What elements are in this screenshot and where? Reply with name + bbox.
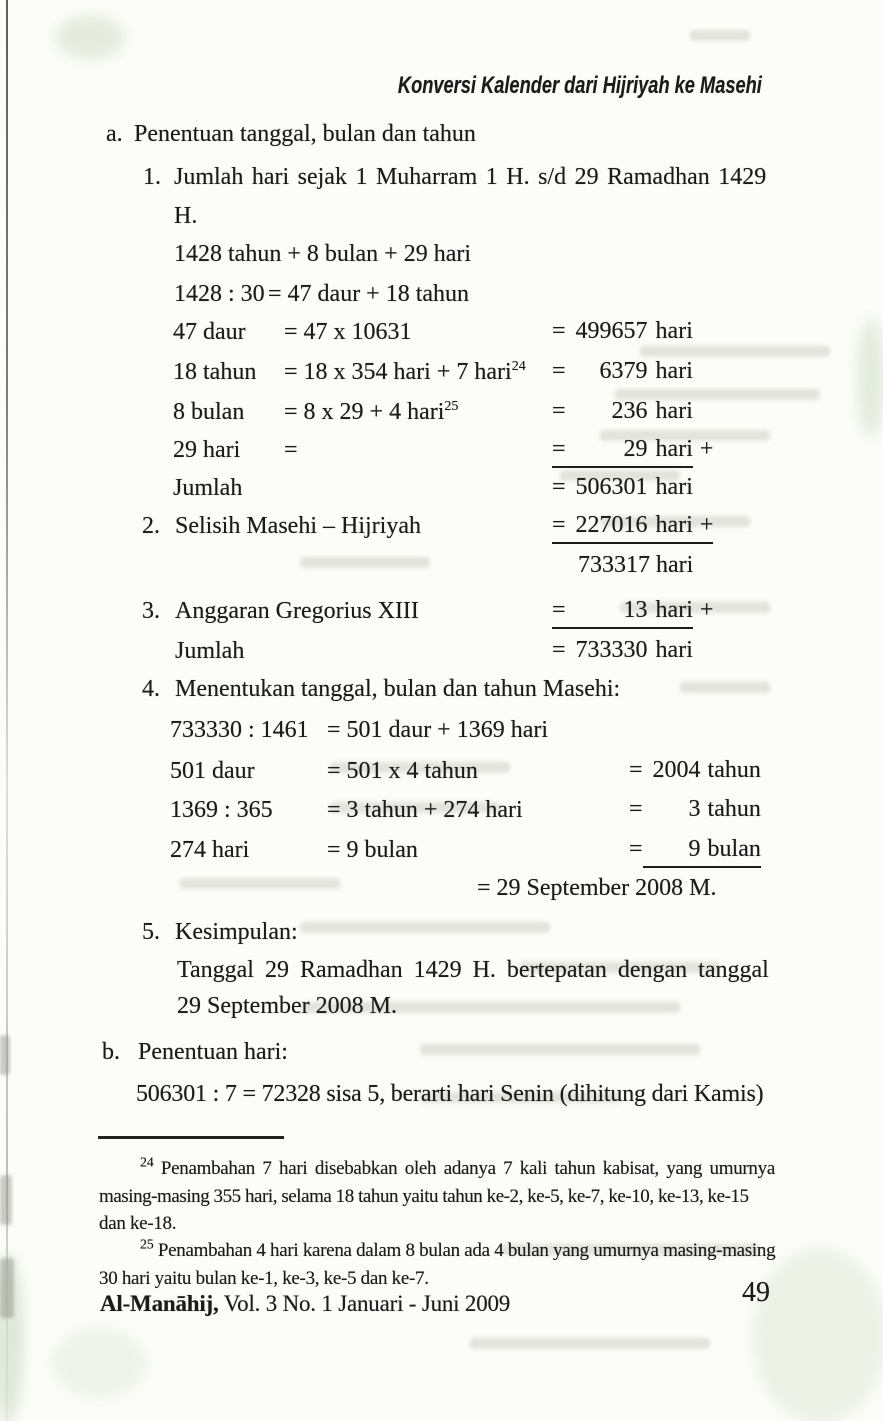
- expr-text: = 8 x 29 + 4 hari: [284, 399, 445, 425]
- calc2-row-value: [629, 796, 761, 823]
- footnote-text: Penambahan 4 hari karena dalam 8 bulan ada 4 bulan yang umurnya masing-masing: [157, 1240, 776, 1261]
- equals-sign: =: [552, 318, 566, 344]
- footnote-ref-24: 24: [511, 359, 526, 374]
- calc2-row-label: 1369 : 365: [170, 797, 273, 823]
- footnote-24-line1: [140, 1155, 775, 1181]
- item3-label: Anggaran Gregorius XIII: [175, 598, 419, 624]
- footnote-text: Penambahan 7 hari disebabkan oleh adanya 7 kali tahun kabisat, yang umurnya: [160, 1158, 775, 1179]
- calc-row-expr: [284, 318, 412, 347]
- item1-line1: Jumlah hari sejak 1 Muharram 1 H. s/d 29 Ramadhan 1429: [174, 164, 767, 190]
- calc-row-expr: [284, 398, 458, 427]
- calc2-row-expr: = 3 tahun + 274 hari: [327, 797, 523, 823]
- item2-marker: 2.: [142, 513, 160, 539]
- equals-sign: =: [629, 796, 643, 822]
- footnote-25-number: 25: [140, 1237, 154, 1253]
- item1-sub1: 1428 tahun + 8 bulan + 29 hari: [174, 241, 472, 267]
- item1-sub2-expr: = 47 daur + 18 tahun: [268, 281, 470, 307]
- calc-row-value: [552, 398, 693, 425]
- calc2-row-value: [629, 757, 761, 784]
- expr-text: = 47 x 10631: [284, 319, 412, 345]
- value-unit: hari: [655, 436, 693, 462]
- equals-sign: =: [552, 512, 566, 538]
- scan-smudge: [0, 1035, 10, 1075]
- value-number: 2004: [652, 757, 701, 783]
- calc-row-value: [552, 358, 693, 385]
- section-b-body: 506301 : 7 = 72328 sisa 5, berarti hari Senin (dihitung dari Kamis): [136, 1081, 764, 1107]
- equals-sign: =: [552, 597, 566, 623]
- item1-line2: H.: [174, 203, 198, 229]
- footnote-separator: [98, 1136, 284, 1139]
- calc-row-expr: [284, 358, 526, 387]
- equals-sign: =: [629, 757, 643, 783]
- section-b-title: Penentuan hari:: [138, 1039, 288, 1065]
- item2-label: Selisih Masehi – Hijriyah: [175, 513, 421, 539]
- equals-sign: =: [552, 358, 566, 384]
- footnote-25-line1: [140, 1237, 776, 1263]
- item4-marker: 4.: [142, 676, 160, 702]
- calc-row-value: [552, 318, 693, 345]
- value-unit: hari: [655, 512, 693, 538]
- value-number: 6379: [599, 358, 648, 384]
- calc2-row-value-underlined: [629, 836, 761, 868]
- value-number: 29: [623, 436, 648, 462]
- section-a-title: Penentuan tanggal, bulan dan tahun: [134, 121, 476, 147]
- bleedthrough-mark: [420, 1044, 700, 1055]
- bleedthrough-mark: [470, 1338, 710, 1349]
- value-number: 236: [611, 398, 648, 424]
- scan-artifact-green: [752, 1248, 883, 1421]
- value-number: 13: [623, 597, 648, 623]
- underlined-sum: [552, 436, 693, 468]
- calc-row-label: 18 tahun: [173, 359, 257, 385]
- value-unit: hari: [655, 398, 693, 424]
- running-head: Konversi Kalender dari Hijriyah ke Masehi: [398, 72, 762, 99]
- underlined-sum: [552, 597, 693, 629]
- calc-row-label: Jumlah: [173, 475, 243, 501]
- jumlah2-label: Jumlah: [175, 638, 245, 664]
- item4-title: Menentukan tanggal, bulan dan tahun Masehi:: [175, 676, 621, 702]
- bleedthrough-mark: [640, 346, 830, 357]
- item1-sub2-label: 1428 : 30: [174, 281, 265, 307]
- item5-line2: 29 September 2008 M.: [177, 993, 397, 1019]
- value-unit: tahun: [707, 796, 761, 822]
- scan-smudge: [0, 1258, 14, 1318]
- value-unit: hari: [655, 358, 693, 384]
- footnote-ref-25: 25: [444, 399, 459, 414]
- item5-title: Kesimpulan:: [175, 919, 298, 945]
- plus-sign: +: [699, 512, 714, 538]
- value-number: 499657: [575, 318, 648, 344]
- value-number: 9: [688, 836, 701, 862]
- journal-issue: Vol. 3 No. 1 Januari - Juni 2009: [218, 1291, 511, 1316]
- calc-row-value: [552, 474, 693, 501]
- equals-sign: =: [552, 474, 566, 500]
- calc2-result: = 29 September 2008 M.: [477, 875, 717, 901]
- underlined-sum: [552, 512, 713, 544]
- scan-artifact-green: [52, 1328, 147, 1398]
- footnote-25-line2: 30 hari yaitu bulan ke-1, ke-3, ke-5 dan ke-7.: [99, 1268, 429, 1289]
- value-number: 506301: [575, 474, 648, 500]
- calc2-row-label: 501 daur: [170, 758, 255, 784]
- value-unit: tahun: [707, 757, 761, 783]
- section-b-marker: b.: [102, 1039, 120, 1065]
- value-number: 3: [688, 796, 701, 822]
- item3-value-underlined: [552, 597, 713, 629]
- bleedthrough-mark: [300, 557, 430, 568]
- value-number: 733330: [575, 637, 648, 663]
- scan-artifact-green: [55, 15, 125, 60]
- underlined-sum: [643, 836, 761, 868]
- journal-footer: [100, 1290, 510, 1318]
- calc-row-label: 8 bulan: [173, 399, 245, 425]
- section-a-marker: a.: [106, 121, 123, 147]
- calc-row-label: 29 hari: [173, 437, 241, 463]
- plus-sign: +: [699, 597, 714, 623]
- value-unit: hari: [655, 637, 693, 663]
- calc2-head-label: 733330 : 1461: [170, 717, 309, 743]
- value-number: 227016: [575, 512, 648, 538]
- item5-marker: 5.: [142, 919, 160, 945]
- value-unit: hari: [655, 318, 693, 344]
- bleedthrough-mark: [690, 30, 750, 41]
- expr-text: =: [284, 437, 298, 463]
- calc-row-value-underlined: [552, 436, 713, 468]
- journal-title: Al-Manāhij,: [100, 1291, 219, 1316]
- item5-line1: Tanggal 29 Ramadhan 1429 H. bertepatan dengan tanggal: [177, 957, 769, 983]
- bleedthrough-mark: [300, 922, 550, 933]
- page-number: 49: [742, 1277, 770, 1308]
- plus-sign: +: [699, 436, 714, 462]
- value-unit: hari: [655, 474, 693, 500]
- equals-sign: =: [552, 436, 566, 462]
- calc2-head-expr: = 501 daur + 1369 hari: [327, 717, 549, 743]
- scan-smudge: [0, 1175, 12, 1225]
- calc-row-label: 47 daur: [173, 319, 246, 345]
- bleedthrough-mark: [680, 682, 770, 693]
- equals-sign: =: [552, 637, 566, 663]
- value-unit: bulan: [707, 836, 761, 862]
- jumlah2-value: [552, 637, 693, 664]
- footnote-24-line3: dan ke-18.: [99, 1213, 177, 1234]
- equals-sign: =: [629, 836, 643, 862]
- footnote-24-line2: masing-masing 355 hari, selama 18 tahun yaitu tahun ke-2, ke-5, ke-7, ke-10, ke-13, ke-15: [99, 1186, 749, 1207]
- item2-value-underlined: [552, 512, 713, 544]
- calc2-row-expr: = 9 bulan: [327, 837, 418, 863]
- item2-carry-value: 733317 hari: [578, 552, 694, 578]
- scan-artifact-green: [856, 318, 883, 438]
- calc2-row-label: 274 hari: [170, 837, 250, 863]
- calc-row-expr: [284, 436, 298, 465]
- equals-sign: =: [552, 398, 566, 424]
- item3-marker: 3.: [142, 598, 160, 624]
- expr-text: = 18 x 354 hari + 7 hari: [284, 359, 512, 385]
- calc2-row-expr: = 501 x 4 tahun: [327, 758, 478, 784]
- item1-marker: 1.: [143, 164, 161, 190]
- bleedthrough-mark: [180, 878, 340, 889]
- footnote-24-number: 24: [140, 1155, 154, 1171]
- value-unit: hari: [655, 597, 693, 623]
